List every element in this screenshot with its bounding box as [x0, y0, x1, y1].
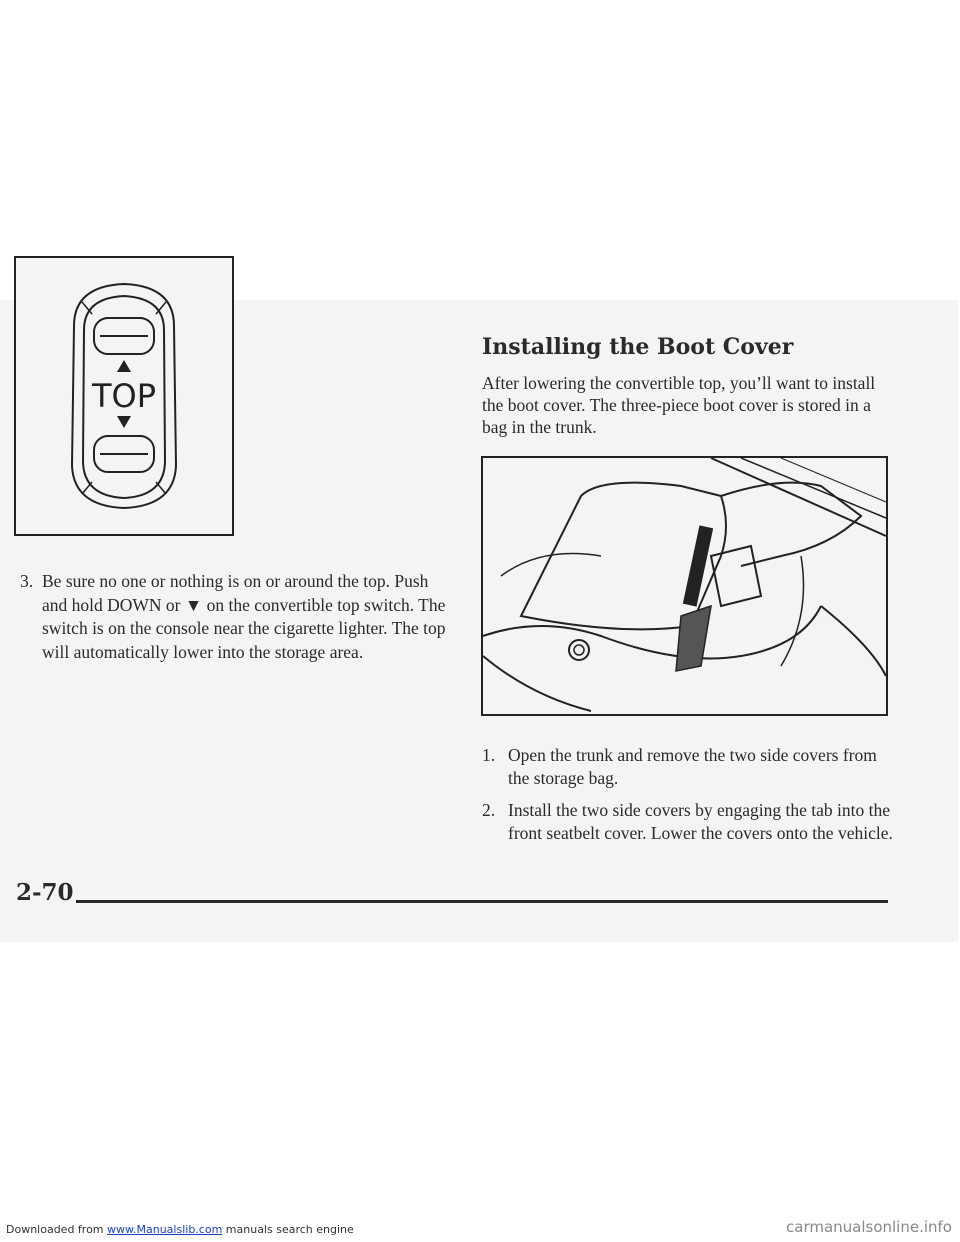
step-1 [482, 744, 902, 790]
trunk-figure [481, 456, 888, 716]
step-number: 2. [482, 800, 496, 820]
watermark: carmanualsonline.info [786, 1218, 952, 1236]
manualslib-link[interactable]: www.Manualslib.com [107, 1223, 223, 1236]
step-3 [20, 570, 450, 664]
footer-rule [76, 900, 888, 903]
footer-prefix: Downloaded from [6, 1223, 108, 1236]
section-heading: Installing the Boot Cover [482, 334, 794, 360]
footer-suffix: manuals search engine [222, 1223, 354, 1236]
step-number: 3. [20, 571, 34, 591]
top-switch-figure [14, 256, 234, 536]
step-text: Open the trunk and remove the two side covers from the storage bag. [508, 745, 877, 788]
step-text: Be sure no one or nothing is on or around the top. Push and hold DOWN or ▼ on the convertible top switch. The switch is on the console near the cigarette lighter. The top will automatically lower into the storage area. [42, 571, 446, 662]
boot-cover-steps [482, 744, 902, 854]
step-number: 1. [482, 745, 496, 765]
top-switch-illustration [14, 256, 234, 536]
boot-cover-illustration [481, 456, 888, 716]
download-footer [6, 1223, 354, 1236]
page-number: 2-70 [16, 879, 74, 906]
switch-label: TOP [91, 377, 157, 415]
step-2 [482, 799, 902, 845]
step-text: Install the two side covers by engaging the tab into the front seatbelt cover. Lower the covers onto the vehicle. [508, 800, 893, 843]
intro-paragraph: After lowering the convertible top, you’ll want to install the boot cover. The three-piece boot cover is stored in a bag in the trunk. [482, 373, 876, 437]
